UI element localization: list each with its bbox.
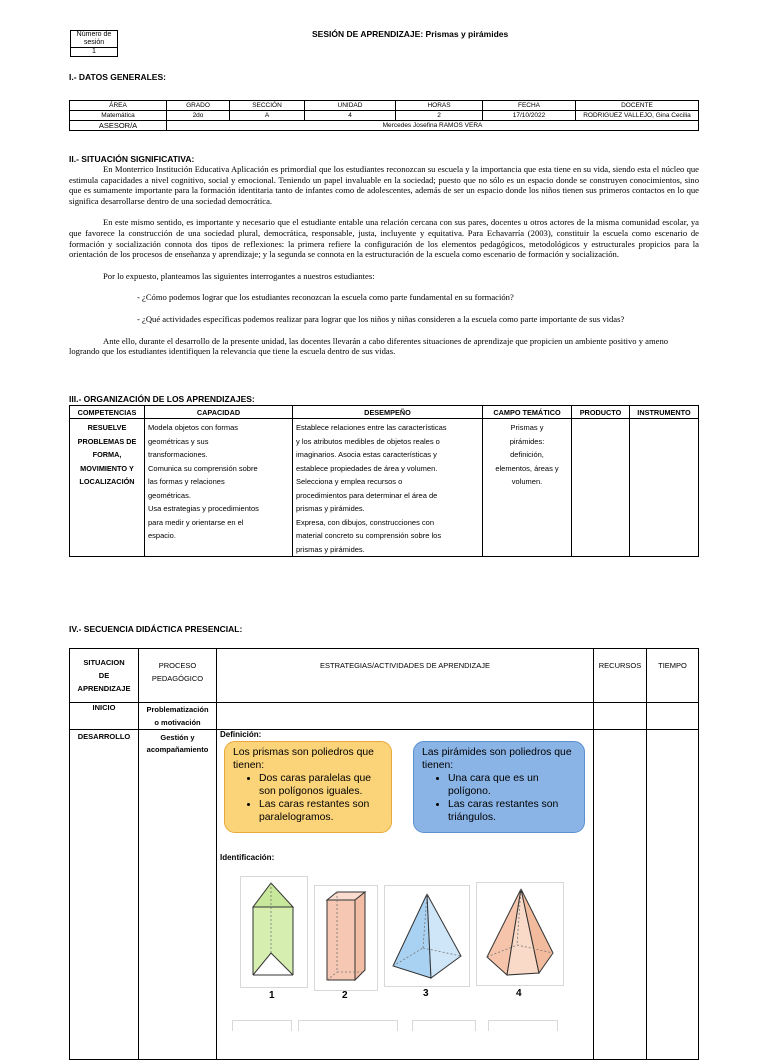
sequence-header-row — [70, 649, 699, 703]
header-seccion: SECCIÓN — [230, 101, 305, 111]
header-area: ÁREA — [70, 101, 167, 111]
title-topic: Prismas y pirámides — [425, 29, 509, 39]
pyramid-definition-card — [413, 741, 585, 833]
header-unidad: UNIDAD — [305, 101, 396, 111]
header-proceso-line: PEDAGÓGICO — [151, 674, 204, 683]
title-prefix: SESIÓN DE APRENDIZAJE: — [312, 29, 424, 39]
inicio-estrategias — [217, 703, 594, 730]
capacidad-cell — [145, 419, 293, 557]
competencia-line: PROBLEMAS DE — [77, 436, 137, 446]
header-situacion-line: APRENDIZAJE — [77, 684, 131, 693]
desempeno-line: Selecciona y emplea recursos o — [296, 477, 403, 486]
advisor-label: ASESOR/A — [70, 121, 167, 131]
campo-line: pirámides: — [509, 436, 545, 446]
header-campo-tematico: CAMPO TEMÁTICO — [483, 406, 572, 419]
desempeno-line: establece propiedades de área y volumen. — [296, 463, 438, 473]
desarrollo-tiempo — [647, 730, 699, 1060]
general-data-table — [69, 100, 699, 131]
producto-cell — [572, 419, 630, 557]
header-fecha: FECHA — [483, 101, 576, 111]
competencia-line: RESUELVE — [87, 423, 127, 432]
desempeno-line: prismas y pirámides. — [296, 504, 365, 513]
page-title — [312, 29, 508, 39]
pyramid-card-bullet: • Una cara que es un polígono. — [448, 772, 576, 798]
header-producto: PRODUCTO — [572, 406, 630, 419]
situation-paragraph-2: En este mismo sentido, es importante y necesario que el estudiante entable una relación cercana con sus pares, docentes u otros actores de la misma comunidad escolar, ya que favorece la construcción de una sociedad plural, democrática, responsable, justa, incluyente y equitativa. Para Echavarría (2003), constituir la escuela como escenario de formación y socialización connota dos tipos de reflexiones: la primera refiere la configuración de los elementos pedagógicos, metodológicos y estructurales propicios para la orientación de los procesos de enseñanza y aprendizaje; y la segunda se connota en la estructuración de la escuela como escenario de formación y socialización. — [69, 217, 699, 260]
value-fecha: 17/10/2022 — [483, 111, 576, 121]
prism-definition-card — [224, 741, 392, 833]
campo-line: elementos, áreas y — [495, 463, 559, 473]
pentagonal-pyramid-figure — [476, 882, 564, 986]
organization-header-row — [70, 406, 699, 419]
header-competencias: COMPETENCIAS — [70, 406, 145, 419]
situation-paragraph-4: Ante ello, durante el desarrollo de la presente unidad, las docentes llevarán a cabo diferentes situaciones de aprendizaje que propicien un ambiente positivo y ameno logrando que los estudiantes identifiquen la relevancia que tiene la escuela dentro de sus vidas. — [69, 335, 669, 357]
prism-card-intro: Los prismas son poliedros que tienen: — [233, 747, 374, 771]
advisor-name: Mercedes Josefina RAMOS VERA — [167, 121, 699, 131]
pyramid-card-intro: Las pirámides son poliedros que tienen: — [422, 747, 572, 771]
capacidad-line: Modela objetos con formas — [148, 423, 239, 432]
value-docente: RODRIGUEZ VALLEJO, Gina Cecilia — [576, 111, 699, 121]
competencia-line: LOCALIZACIÓN — [79, 477, 135, 486]
situation-paragraph-3: Por lo expuesto, planteamos las siguientes interrogantes a nuestros estudiantes: — [103, 270, 375, 281]
value-grado: 2do — [167, 111, 230, 121]
organization-table — [69, 405, 699, 557]
desempeno-line: material concreto su comprensión sobre los — [296, 531, 442, 540]
general-header-row — [70, 101, 699, 111]
sequence-row-inicio — [70, 703, 699, 730]
square-pyramid-icon — [385, 886, 469, 986]
header-tiempo: TIEMPO — [647, 649, 699, 703]
figure-number-4: 4 — [516, 988, 522, 999]
rectangular-prism-figure — [314, 885, 378, 991]
desempeno-line: prismas y pirámides. — [296, 544, 365, 554]
pyramid-card-bullet: • Las caras restantes son triángulos. — [448, 798, 576, 824]
triangular-prism-icon — [241, 877, 307, 987]
capacidad-line: Comunica su comprensión sobre — [148, 463, 258, 473]
desarrollo-situacion: DESARROLLO — [70, 730, 139, 1060]
situation-paragraph-1: En Monterrico Institución Educativa Aplicación es primordial que los estudiantes reconozcan su escuela y la importancia que esta tiene en su vida, siendo esta el núcleo que estimula capacidades a nivel cognitivo, social y emocional. Teniendo un papel invaluable en la sociedad; puesto que no sólo es un espacio donde se construyen conocimientos, sino que es sumamente importante para la formación identitaria tanto de infantes como de adolescentes, además de ser un espacio donde los niños tienen sus primeros contactos en lo que significa desarrollarse dentro de una sociedad democrática. — [69, 164, 699, 206]
header-desempeno: DESEMPEÑO — [293, 406, 483, 419]
figure-partial-6 — [298, 1020, 398, 1031]
header-situacion-line: SITUACION — [83, 658, 125, 667]
header-proceso — [139, 649, 217, 703]
advisor-row — [70, 121, 699, 131]
desarrollo-proceso-line: acompañamiento — [146, 745, 209, 754]
inicio-proceso — [139, 703, 217, 730]
header-docente: DOCENTE — [576, 101, 699, 111]
section-general-heading: I.- DATOS GENERALES: — [69, 72, 166, 82]
inicio-situacion: INICIO — [70, 703, 139, 730]
desarrollo-proceso-line: Gestión y — [160, 733, 195, 742]
competencia-line: FORMA, — [92, 450, 122, 459]
inicio-tiempo — [647, 703, 699, 730]
value-unidad: 4 — [305, 111, 396, 121]
inicio-proceso-line: o motivación — [154, 718, 201, 727]
pentagonal-pyramid-icon — [477, 883, 563, 985]
value-seccion: A — [230, 111, 305, 121]
session-number-value: 1 — [71, 47, 117, 56]
identification-label: Identificación: — [220, 853, 275, 862]
capacidad-line: transformaciones. — [148, 450, 208, 459]
section-organization-heading: III.- ORGANIZACIÓN DE LOS APRENDIZAJES: — [69, 394, 255, 404]
general-value-row — [70, 111, 699, 121]
situation-text-block — [69, 164, 699, 357]
pyramid-card-list — [422, 772, 576, 824]
prism-card-bullet: • Dos caras paralelas que son polígonos iguales. — [259, 772, 383, 798]
section-situation-heading: II.- SITUACIÓN SIGNIFICATIVA: — [69, 154, 195, 164]
desarrollo-recursos — [594, 730, 647, 1060]
figure-number-2: 2 — [342, 990, 348, 1001]
organization-content-row — [70, 419, 699, 557]
figure-number-1: 1 — [269, 990, 275, 1001]
desempeno-line: imaginarios. Asocia estas características y — [296, 450, 437, 459]
square-pyramid-figure — [384, 885, 470, 987]
campo-line: volumen. — [511, 477, 543, 486]
instrumento-cell — [630, 419, 699, 557]
prism-card-bullet: • Las caras restantes son paralelogramos. — [259, 798, 383, 824]
campo-tematico-cell — [483, 419, 572, 557]
capacidad-line: espacio. — [148, 531, 176, 540]
header-situacion-line: DE — [98, 671, 110, 680]
header-proceso-line: PROCESO — [158, 661, 197, 670]
header-horas: HORAS — [396, 101, 483, 111]
session-number-box — [70, 30, 118, 57]
figure-number-3: 3 — [423, 988, 429, 999]
definition-label: Definición: — [220, 730, 262, 739]
prism-card-list — [233, 772, 383, 824]
inicio-proceso-line: Problematización — [146, 705, 209, 714]
inicio-recursos — [594, 703, 647, 730]
capacidad-line: para medir y orientarse en el — [148, 517, 244, 527]
capacidad-line: geométricas. — [148, 490, 191, 500]
triangular-prism-figure — [240, 876, 308, 988]
figure-partial-8 — [488, 1020, 558, 1031]
session-number-label: Número de sesión — [76, 31, 112, 46]
value-area: Matemática — [70, 111, 167, 121]
desarrollo-proceso — [139, 730, 217, 1060]
header-situacion — [70, 649, 139, 703]
capacidad-line: Usa estrategias y procedimientos — [148, 504, 259, 513]
desempeno-line: Expresa, con dibujos, construcciones con — [296, 517, 434, 527]
header-instrumento: INSTRUMENTO — [630, 406, 699, 419]
desempeno-line: procedimientos para determinar el área de — [296, 490, 438, 500]
rectangular-prism-icon — [315, 886, 377, 990]
campo-line: Prismas y — [510, 423, 544, 432]
header-recursos: RECURSOS — [594, 649, 647, 703]
header-capacidad: CAPACIDAD — [145, 406, 293, 419]
campo-line: definición, — [510, 450, 544, 459]
didactic-sequence-table — [69, 648, 699, 1060]
situation-question-2: - ¿Qué actividades específicas podemos realizar para lograr que los niños y niñas consideren a la escuela como parte importante de sus vidas? — [137, 313, 625, 324]
desempeno-cell — [293, 419, 483, 557]
value-horas: 2 — [396, 111, 483, 121]
capacidad-line: geométricas y sus — [148, 436, 209, 446]
competencias-cell — [70, 419, 145, 557]
figure-partial-5 — [232, 1020, 292, 1031]
capacidad-line: las formas y relaciones — [148, 477, 225, 486]
situation-question-1: - ¿Cómo podemos lograr que los estudiantes reconozcan la escuela como parte fundamental en su formación? — [137, 292, 514, 303]
desempeno-line: Establece relaciones entre las características — [296, 423, 447, 432]
header-grado: GRADO — [167, 101, 230, 111]
desempeno-line: y los atributos medibles de objetos reales o — [296, 436, 440, 446]
figure-partial-7 — [412, 1020, 476, 1031]
header-estrategias: ESTRATEGIAS/ACTIVIDADES DE APRENDIZAJE — [217, 649, 594, 703]
competencia-line: MOVIMIENTO Y — [80, 463, 134, 473]
section-sequence-heading: IV.- SECUENCIA DIDÁCTICA PRESENCIAL: — [69, 624, 243, 634]
